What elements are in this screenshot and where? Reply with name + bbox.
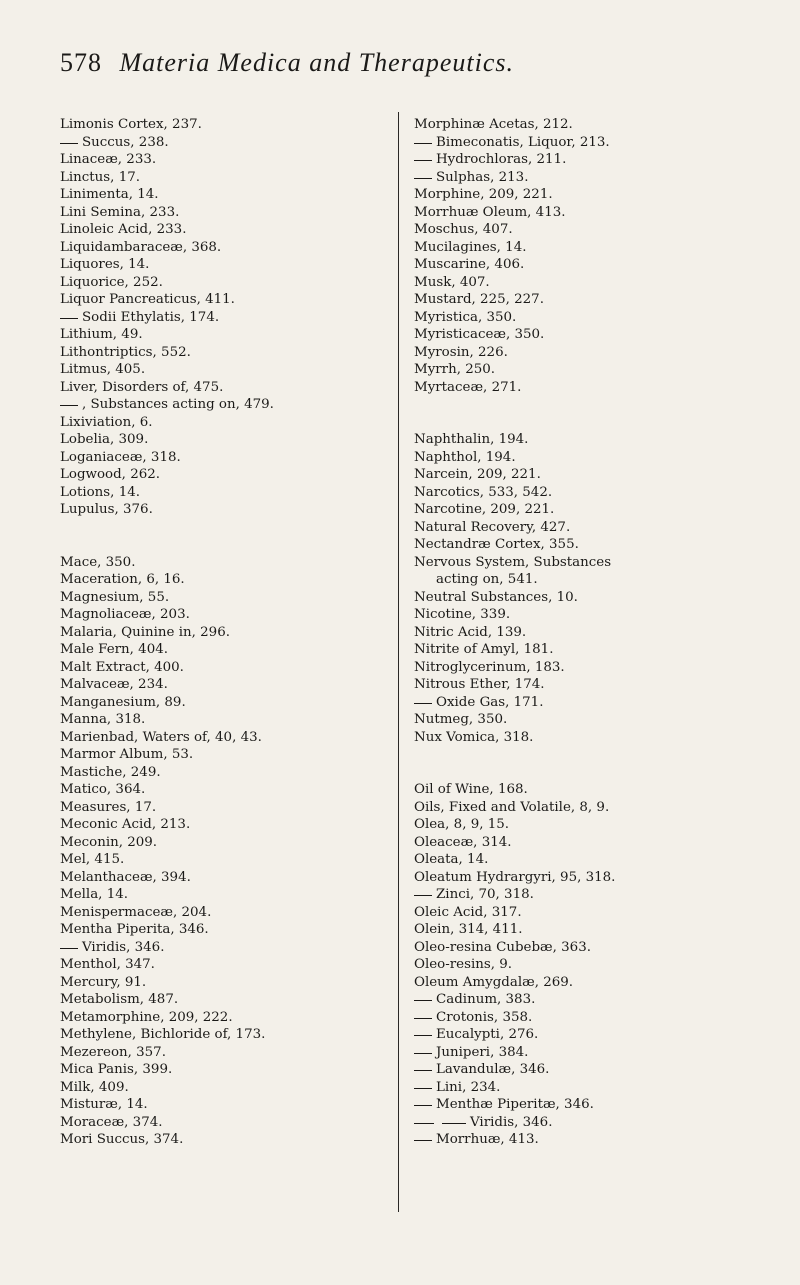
index-entry: Liquidambaraceæ, 368.: [60, 239, 222, 255]
index-entry: Maceration, 6, 16.: [60, 572, 185, 587]
index-entry: Lupulus, 376.: [60, 502, 153, 517]
index-entry: Linimenta, 14.: [60, 187, 159, 202]
index-entry: Lixiviation, 6.: [60, 414, 153, 430]
index-entry: Mori Succus, 374.: [60, 1132, 184, 1147]
index-entry: Mel, 415.: [60, 852, 125, 867]
index-entry: Neutral Substances, 10.: [414, 589, 578, 605]
index-entry: Nicotine, 339.: [414, 607, 511, 622]
index-entry: Mella, 14.: [60, 887, 128, 902]
index-entry: Musk, 407.: [414, 274, 490, 290]
index-subentry: Eucalypti, 276.: [414, 1026, 764, 1044]
index-subentry: Succus, 238.: [60, 134, 380, 152]
index-subentry: Viridis, 346.: [60, 939, 380, 957]
index-entry: Morrhuæ Oleum, 413.: [414, 204, 566, 220]
index-entry: Oil of Wine, 168.: [414, 782, 528, 797]
index-entry: Nitroglycerinum, 183.: [414, 659, 565, 675]
index-entry: Narcotics, 533, 542.: [414, 484, 553, 500]
index-entry: Natural Recovery, 427.: [414, 519, 571, 535]
index-entry: Male Fern, 404.: [60, 642, 168, 657]
index-entry: Myrosin, 226.: [414, 344, 508, 360]
index-entry: Liquores, 14.: [60, 257, 150, 272]
index-entry: Oleo-resins, 9.: [414, 957, 513, 972]
index-entry: Nectandræ Cortex, 355.: [414, 537, 579, 552]
index-entry: Malt Extract, 400.: [60, 659, 184, 675]
index-entry: Mustard, 225, 227.: [414, 292, 544, 307]
index-entry: Melanthaceæ, 394.: [60, 869, 191, 885]
index-entry: Myrtaceæ, 271.: [414, 379, 522, 395]
index-entry: Naphthalin, 194.: [414, 432, 529, 447]
index-entry: Methylene, Bichloride of, 173.: [60, 1027, 266, 1042]
index-entry: Linaceæ, 233.: [60, 152, 157, 167]
index-entry: Nitrous Ether, 174.: [414, 677, 545, 692]
index-subentry: Crotonis, 358.: [414, 1009, 764, 1027]
index-entry: Narcein, 209, 221.: [414, 467, 541, 482]
index-entry: Nux Vomica, 318.: [414, 729, 534, 745]
index-entry: Limonis Cortex, 237.: [60, 117, 202, 132]
index-entry: Measures, 17.: [60, 799, 157, 815]
index-entry: Olein, 314, 411.: [414, 922, 523, 937]
running-header: [60, 48, 760, 78]
index-subentry: Oxide Gas, 171.: [414, 694, 764, 712]
index-subsubentry: Viridis, 346.: [414, 1114, 764, 1132]
index-entry: Oleo-resina Cubebæ, 363.: [414, 939, 591, 955]
column-divider: [398, 112, 399, 1212]
index-entry: Olea, 8, 9, 15.: [414, 817, 510, 832]
index-entry: Magnoliaceæ, 203.: [60, 607, 190, 622]
index-entry: Malvaceæ, 234.: [60, 677, 168, 692]
index-entry: Oils, Fixed and Volatile, 8, 9.: [414, 799, 610, 815]
index-entry: Litmus, 405.: [60, 362, 146, 377]
index-entry: Nutmeg, 350.: [414, 712, 508, 727]
index-entry: Moraceæ, 374.: [60, 1114, 163, 1130]
page-number: 578: [60, 48, 102, 77]
index-entry: Loganiaceæ, 318.: [60, 449, 181, 465]
index-subentry: Hydrochloras, 211.: [414, 151, 764, 169]
index-entry: Oleaceæ, 314.: [414, 834, 512, 850]
index-entry: Menthol, 347.: [60, 957, 155, 972]
index-subentry: Sodii Ethylatis, 174.: [60, 309, 380, 327]
index-entry: Oleatum Hydrargyri, 95, 318.: [414, 869, 616, 885]
index-entry: Lotions, 14.: [60, 484, 140, 500]
index-subentry: Bimeconatis, Liquor, 213.: [414, 134, 764, 152]
index-entry: Myristicaceæ, 350.: [414, 327, 545, 342]
index-entry: Metamorphine, 209, 222.: [60, 1009, 233, 1025]
index-entry: Mastiche, 249.: [60, 764, 161, 780]
index-entry: Marienbad, Waters of, 40, 43.: [60, 729, 262, 745]
index-entry: Myrrh, 250.: [414, 362, 496, 377]
index-entry: Morphine, 209, 221.: [414, 187, 553, 202]
index-column-left: [60, 116, 380, 1149]
index-entry: Linoleic Acid, 233.: [60, 222, 187, 237]
index-entry: Misturæ, 14.: [60, 1097, 148, 1112]
running-title: Materia Medica and Therapeutics.: [119, 48, 514, 77]
index-entry: Myristica, 350.: [414, 309, 517, 325]
index-entry: Nitrite of Amyl, 181.: [414, 642, 554, 657]
index-subentry: Lavandulæ, 346.: [414, 1061, 764, 1079]
index-entry: Liquorice, 252.: [60, 274, 163, 290]
index-entry: Lini Semina, 233.: [60, 204, 180, 220]
index-entry: Muscarine, 406.: [414, 257, 525, 272]
index-entry: Magnesium, 55.: [60, 589, 170, 605]
index-entry: Marmor Album, 53.: [60, 747, 194, 762]
index-entry: Oleic Acid, 317.: [414, 904, 522, 920]
index-entry: Mace, 350.: [60, 554, 136, 570]
index-subentry: Juniperi, 384.: [414, 1044, 764, 1062]
index-entry: Milk, 409.: [60, 1079, 129, 1095]
index-subentry: , Substances acting on, 479.: [60, 396, 380, 414]
index-subentry: Cadinum, 383.: [414, 991, 764, 1009]
index-entry: Naphthol, 194.: [414, 449, 516, 465]
index-entry: Logwood, 262.: [60, 467, 161, 482]
section-gap: [60, 519, 380, 554]
index-entry: Lithium, 49.: [60, 327, 143, 342]
index-entry: Matico, 364.: [60, 782, 146, 797]
index-entry: Lobelia, 309.: [60, 432, 149, 447]
index-entry-continuation: acting on, 541.: [436, 572, 538, 587]
index-entry: Morphinæ Acetas, 212.: [414, 117, 573, 132]
index-entry: Linctus, 17.: [60, 169, 140, 185]
index-subentry: Zinci, 70, 318.: [414, 886, 764, 904]
index-entry: Oleum Amygdalæ, 269.: [414, 974, 574, 990]
section-gap: [414, 396, 764, 431]
index-entry: Nervous System, Substances: [414, 554, 612, 570]
index-subentry: Lini, 234.: [414, 1079, 764, 1097]
index-entry: Meconic Acid, 213.: [60, 817, 191, 832]
index-entry: Manna, 318.: [60, 712, 146, 727]
index-entry: Mica Panis, 399.: [60, 1062, 173, 1077]
index-entry: Metabolism, 487.: [60, 992, 179, 1007]
index-entry: Mucilagines, 14.: [414, 239, 527, 255]
index-entry: Malaria, Quinine in, 296.: [60, 624, 230, 640]
index-entry: Lithontriptics, 552.: [60, 344, 191, 360]
index-entry: Meconin, 209.: [60, 834, 158, 850]
index-entry: Menispermaceæ, 204.: [60, 904, 212, 920]
index-entry: Manganesium, 89.: [60, 694, 186, 710]
section-gap: [414, 746, 764, 781]
index-entry: Oleata, 14.: [414, 852, 489, 867]
index-column-right: [414, 116, 764, 1149]
index-entry: Liver, Disorders of, 475.: [60, 379, 224, 395]
index-entry: Mentha Piperita, 346.: [60, 922, 209, 937]
index-entry: Moschus, 407.: [414, 222, 513, 237]
index-entry: Mercury, 91.: [60, 974, 147, 990]
index-subentry: Morrhuæ, 413.: [414, 1131, 764, 1149]
index-entry: Liquor Pancreaticus, 411.: [60, 292, 235, 307]
index-entry: Nitric Acid, 139.: [414, 624, 527, 640]
index-subentry: Sulphas, 213.: [414, 169, 764, 187]
index-entry: Mezereon, 357.: [60, 1044, 166, 1060]
index-entry: Narcotine, 209, 221.: [414, 502, 555, 517]
index-subentry: Menthæ Piperitæ, 346.: [414, 1096, 764, 1114]
